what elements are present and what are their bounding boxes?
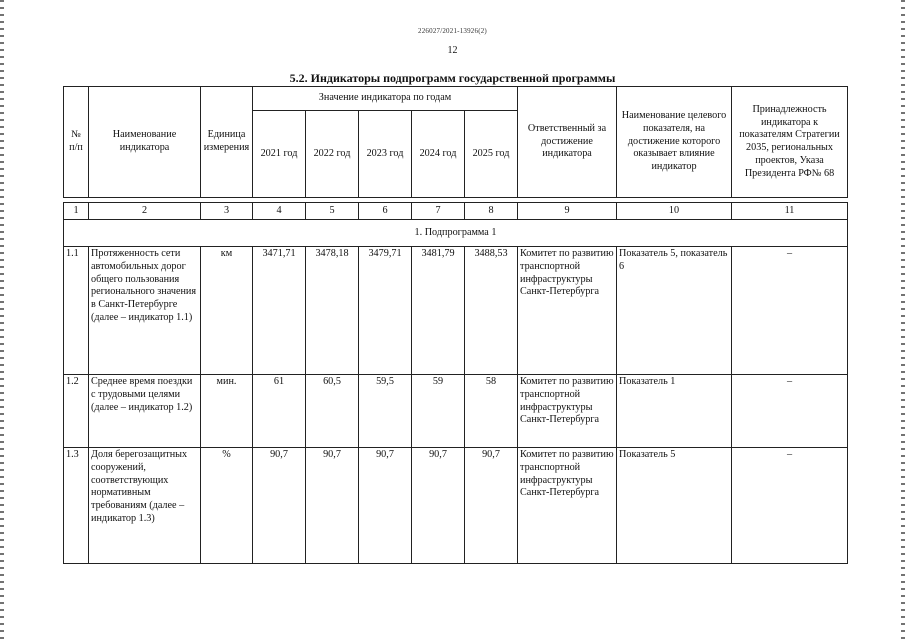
- row-number: 1.2: [64, 375, 89, 448]
- responsible-cell: Комитет по развитию транспортной инфраструктуры Санкт-Петербурга: [518, 448, 617, 564]
- header-year: 2024 год: [412, 111, 465, 198]
- value-cell: 59: [412, 375, 465, 448]
- table-row: [64, 247, 848, 375]
- value-cell: 90,7: [253, 448, 306, 564]
- column-number: 10: [617, 203, 732, 220]
- belonging-cell: –: [732, 375, 848, 448]
- subprogram-header: 1. Подпрограмма 1: [64, 220, 848, 247]
- column-number: 3: [201, 203, 253, 220]
- value-cell: 90,7: [306, 448, 359, 564]
- header-unit: Единица измерения: [201, 87, 253, 198]
- belonging-cell: –: [732, 448, 848, 564]
- table-row: [64, 375, 848, 448]
- column-number: 1: [64, 203, 89, 220]
- header-belonging: Принадлежность индикатора к показателям Стратегии 2035, региональных проектов, Указа Президента РФ№ 68: [732, 87, 848, 198]
- column-number: 11: [732, 203, 848, 220]
- responsible-cell: Комитет по развитию транспортной инфраструктуры Санкт-Петербурга: [518, 375, 617, 448]
- indicator-name: Доля берегозащитных сооружений, соответствующих нормативным требованиям (далее – индикатор 1.3): [89, 448, 201, 564]
- header-responsible: Ответственный за достижение индикатора: [518, 87, 617, 198]
- value-cell: 3479,71: [359, 247, 412, 375]
- row-number: 1.3: [64, 448, 89, 564]
- header-name: Наименование индикатора: [89, 87, 201, 198]
- column-number: 9: [518, 203, 617, 220]
- header-year: 2023 год: [359, 111, 412, 198]
- section-title: 5.2. Индикаторы подпрограмм государственной программы: [289, 71, 616, 85]
- value-cell: 90,7: [465, 448, 518, 564]
- value-cell: 61: [253, 375, 306, 448]
- target-cell: Показатель 5, показатель 6: [617, 247, 732, 375]
- indicators-table: [63, 86, 848, 564]
- document-id: 226027/2021-13926(2): [418, 27, 487, 35]
- value-cell: 3481,79: [412, 247, 465, 375]
- indicator-name: Протяженность сети автомобильных дорог общего пользования регионального значения в Санкт-Петербурге (далее – индикатор 1.1): [89, 247, 201, 375]
- row-number: 1.1: [64, 247, 89, 375]
- value-cell: 90,7: [412, 448, 465, 564]
- value-cell: 3471,71: [253, 247, 306, 375]
- value-cell: 59,5: [359, 375, 412, 448]
- unit-cell: км: [201, 247, 253, 375]
- table-row: [64, 448, 848, 564]
- column-number: 7: [412, 203, 465, 220]
- header-num: № п/п: [64, 87, 89, 198]
- value-cell: 58: [465, 375, 518, 448]
- value-cell: 3488,53: [465, 247, 518, 375]
- header-years-group: Значение индикатора по годам: [253, 87, 518, 111]
- indicator-name: Среднее время поездки с трудовыми целями (далее – индикатор 1.2): [89, 375, 201, 448]
- column-number: 2: [89, 203, 201, 220]
- header-year: 2021 год: [253, 111, 306, 198]
- unit-cell: %: [201, 448, 253, 564]
- binder-holes-right: [901, 0, 905, 640]
- column-number: 6: [359, 203, 412, 220]
- target-cell: Показатель 5: [617, 448, 732, 564]
- unit-cell: мин.: [201, 375, 253, 448]
- value-cell: 90,7: [359, 448, 412, 564]
- value-cell: 3478,18: [306, 247, 359, 375]
- value-cell: 60,5: [306, 375, 359, 448]
- belonging-cell: –: [732, 247, 848, 375]
- header-year: 2022 год: [306, 111, 359, 198]
- column-number: 4: [253, 203, 306, 220]
- binder-holes-left: [0, 0, 4, 640]
- header-target: Наименование целевого показателя, на достижение которого оказывает влияние индикатор: [617, 87, 732, 198]
- target-cell: Показатель 1: [617, 375, 732, 448]
- column-number: 5: [306, 203, 359, 220]
- responsible-cell: Комитет по развитию транспортной инфраструктуры Санкт-Петербурга: [518, 247, 617, 375]
- page-number: 12: [447, 45, 458, 56]
- header-year: 2025 год: [465, 111, 518, 198]
- column-number: 8: [465, 203, 518, 220]
